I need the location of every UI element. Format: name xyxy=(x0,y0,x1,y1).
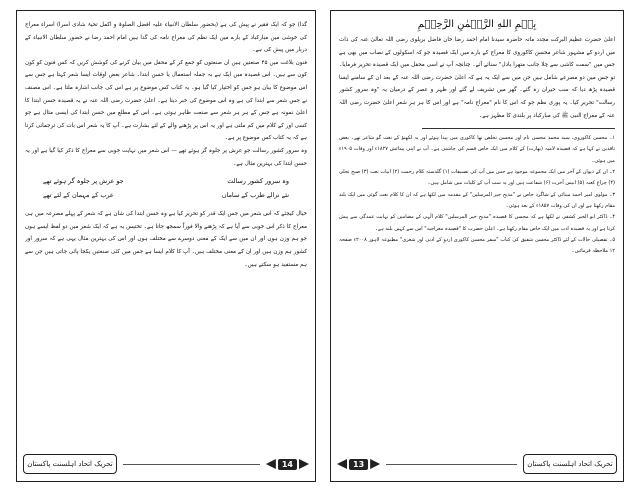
footnote-2: ۲۔ ان کے دیوان کے آخر میں ایک مجموعہ موجود ہے جس میں آپ کی تصنیفات (۱) گلدستہ کلام رحمت (۲) ابیات نعت (۳) صبح تجلی (۴) چراغ کعبہ (۵) انیس آخرت (۶) شفاعت ہیں اور یہ سب آپ کے کلیات میں شامل ہیں۔ xyxy=(339,169,615,187)
footer-divider xyxy=(386,464,517,465)
page-14-footer xyxy=(23,453,309,475)
footnote-1: ۱۔ محسن کاکوروی، سید محمد محسن نام اور محسن تخلص تھا کاکوری میں پیدا ہوئے اور یہ لکھنؤ کے نعت گو شاعر تھے۔ بعض ناقدین نے کہا ہے کہ قصیدہ لامیہ (بھارت) کے کلام میں ایک خاص قسم کی چاشنی ہے۔ آپ نے اپنی پیدائش ۱۸۲۷ء اور وفات ۱۹۰۵ء میں ہوئی۔ xyxy=(339,135,615,164)
couplet-line-2-first: نئے نرالے طرب کے ساماں xyxy=(221,191,289,200)
couplet-line-1-second: جو عرش پر جلوہ گر ہوئے تھے xyxy=(43,177,124,186)
footer-org-box: تحریک اتحاد اہلسنت پاکستان xyxy=(23,454,117,474)
left-paragraph-1: گدا) جو کہ ایک فقیر نے پیش کی ہے (بحضور سلطان الانبیاء علیہ افضل الصلوۃ و اکمل تحیۃ شادی اسرا) اسراء معراج کی خوشی میں مبارکباد کے بارے میں ایک نظم کی معراج نامہ کی گدا ہیں امام احمد رضا نے حضور سلطان الانبیاء کے دربار میں پیش کی ہے۔ xyxy=(25,22,307,54)
couplet-line-2 xyxy=(25,188,307,202)
page-number-badge xyxy=(337,459,380,470)
left-paragraph-2: فنون بلاغت میں ۴۵ صنعتیں ہیں ان صنعتوں کو جمع کر کے محفل میں بیان کرنے کی کوشش کریں کہ کس فنون کو کون کون سے ہیں۔ اس قصیدہ میں ایک ہے بہ جملہ استعمال یا حسن ابتدا۔ شاعر بعض اوقات ایسا شعر کہتا ہے جس سے اس موضوع کا بیان ہو جس کو اختیار کیا گیا ہو۔ یہ کتاب کس موضوع پر ہے اس کی جانب اشارہ ملتا ہے۔ اس مصنف نے جس شعر سے ابتدا کی ہے وہ اس موضوع کی خبر دیتا ہے۔ اعلیٰ حضرت رضی اللہ عنہ نے یہ قصیدہ حسن ابتدا کا اعلیٰ نمونہ ہے جس کے ہر ہر شعر سے صنعت ظاہر ہوتی ہے۔ اس کے مطلع میں حسن ابتدا کی ایسی مثال ہے جو کسی اور کے کلام میں کم ملتی ہے اور یہ اس پر پڑھنے والے کے لئے بشارت ہے۔ آپ کا یہ شعر اس بات کی ترجمانی کرتا ہے کہ یہ کتاب کس موضوع پر ہے۔ xyxy=(25,59,307,142)
page-number: 13 xyxy=(349,459,368,470)
page-number: 14 xyxy=(278,459,297,470)
page-14-body xyxy=(25,19,307,445)
page-13-body xyxy=(339,19,615,445)
ornament-right-icon xyxy=(299,459,309,469)
left-paragraph-4: خیال کیجئے کہ اس شعر میں جس ایک قدر کو تحریر کیا ہے وہ حسن ابتدا کی شان ہے کہ شعر کے پہلے مصرعہ میں ہی معراج کا ذکر اس خوبی سے آیا ہے کہ پڑھنے والا فوراً سمجھ جاتا ہے۔ تختیس یہ ہے کہ ایک شعر میں دو لفظ ایسے ہوں جو ہم وزن ہوں اور ان میں سے ایک کے معنی دوسرے سے مختلف ہوں اور اس کی بہترین مثال یہی ہے کہ سرور اور کشور ہم وزن ہیں اور ان کے معنی مختلف ہیں۔ آپ کا کلام ایسا ہے جس میں کئی صنعتیں یکجا پائی جاتی ہیں جن سے ہم مستفید ہو سکتے ہیں۔ xyxy=(25,211,307,268)
couplet-line-1-first: وہ سرور کشور رسالت xyxy=(227,177,289,186)
ornament-left-icon xyxy=(266,459,276,469)
footnote-5: ۵۔ تفصیلی حالات کے لئے ڈاکٹر محسن شفیق کی کتاب "سفر محسن کاکوری اردو کے ادبی اور شعری" مطبوعہ لاہور ۲۰۰۸ء صفحہ ۱۲ ملاحظہ فرمائیں۔ xyxy=(339,236,615,255)
footnote-4: ۴۔ ڈاکٹر ابو الخیر کشفی نے لکھا ہے کہ محسن کا قصیدہ "مدیح خیر المرسلین" کلام الٰہی کے مضامین کو نہایت عمدگی سے پیش کرتا ہے اور یہ قصیدہ ادب میں ایک خاص مقام رکھتا ہے۔ اعلیٰ حضرت کا "قصیدہ معراجیہ" اس سے کہیں بلند ہے۔ xyxy=(339,214,615,232)
page-13-footer xyxy=(337,453,617,475)
footnote-3: ۳۔ مولوی امیر احمد مینائی کے شاگرد خاص نے "مدیح خیر المرسلین" کے مقدمہ میں لکھا ہے کہ ان کا کلام نعت گوئی میں ایک بلند مقام رکھتا ہے اور ان کی وفات ۱۸۵۷ء کے بعد ہوئی۔ xyxy=(339,191,615,209)
couplet xyxy=(25,174,307,202)
left-paragraph-3: وہ سرور کشور رسالت جو عرش پر جلوہ گر ہوئے تھے — اس شعر میں نہایت خوبی سے معراج کا ذکر کیا گیا ہے اور یہ حسن ابتدا کی بہترین مثال ہے۔ xyxy=(25,147,307,167)
couplet-line-1 xyxy=(25,174,307,188)
couplet-line-2-second: عرب کے مہمان کے لئے تھے xyxy=(43,191,114,200)
page-13 xyxy=(330,10,624,482)
right-paragraph-1: اعلیٰ حضرت عظیم البرکت مجدد ماتہ حاضرہ سیدنا امام احمد رضا خان فاضل بریلوی رضی اللہ تعالیٰ عنہ کی ذات میں اردو کے مشہور شاعر محسن کاکوروی کا معراج کے بارے میں ایک قصیدہ جو کہ اسکولوں کے نصاب میں بھی ہے جس میں "سمت کاشی سے چلا جانب متھرا بادل" سنائے آئے۔ چنانچہ آپ نے اسی محفل میں ایک قصیدہ تحریر فرمایا۔ تو جس میں دو مصرعے شامل ہیں جن میں سے ایک یہ ہے کہ اعلیٰ حضرت رضی اللہ عنہ کے بعد ان کے سامنے ایسا قصیدہ پڑھ دیا کہ سب حیران رہ گئے۔ گھر میں تشریف لے گئے اور ظہر و عصر کے درمیان یہ "وہ سرور کشور رسالت" تحریر کیا۔ یہ پوری نظم جو کہ اس کا نام "معراج نامہ" ہے اور اس کا ہر ہر شعر اعلیٰ حضرت رضی اللہ عنہ کے معراج النبی ﷺ کی مبارکباد پر بلندی کا مظہر ہے۔ xyxy=(339,37,615,119)
ornament-right-icon xyxy=(370,459,380,469)
footer-org-box: تحریک اتحاد اہلسنت پاکستان xyxy=(523,454,617,474)
ornament-left-icon xyxy=(337,459,347,469)
footnote-divider xyxy=(422,128,615,129)
bismillah-heading: بِسۡمِ اللّٰهِ الرَّحۡمٰنِ الرَّحِیۡمِ xyxy=(417,19,537,30)
page-number-badge xyxy=(266,459,309,470)
footer-divider xyxy=(123,464,260,465)
page-14 xyxy=(16,10,316,482)
